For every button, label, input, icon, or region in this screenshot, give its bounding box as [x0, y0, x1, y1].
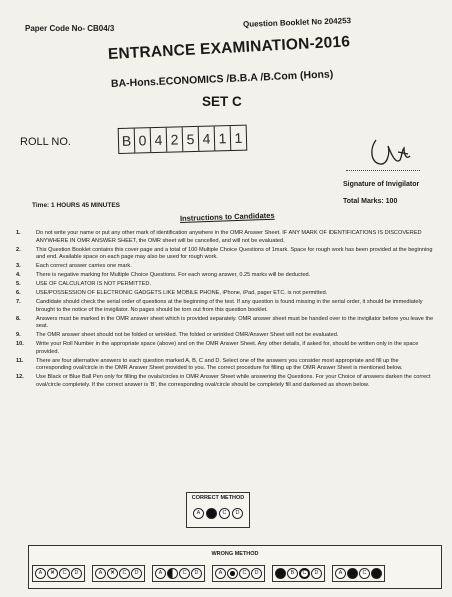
roll-digit-6: 4: [199, 126, 216, 150]
answer-bubble-d: D: [371, 568, 382, 579]
instruction-item: [14, 358, 434, 373]
answer-bubble-a: A: [35, 568, 46, 579]
instruction-text: Do not write your name or put any other mark of identification anywhere in the OMR Answer Sheet. IF ANY MARK OF IDENTIFICATIONS IS DISCOVERED ANYWHERE IN OMR ANSWER SHEET, the OMR sheet will be cancelled, and will not be evaluated.: [36, 230, 422, 244]
wrong-method-example: [152, 565, 205, 582]
instruction-text: Write your Roll Number in the appropriate space (above) and on the OMR Answer Sheet. Any other details, if asked for, should be written only in the space provided.: [36, 341, 419, 355]
exam-subtitle: BA-Hons.ECONOMICS /B.B.A /B.Com (Hons): [110, 68, 334, 90]
set-label: SET C: [202, 94, 242, 109]
roll-number-label: ROLL NO.: [20, 136, 71, 148]
wrong-method-label: WRONG METHOD: [211, 551, 259, 557]
instructions-heading: Instructions to Candidates: [179, 210, 275, 223]
instruction-number: 3.: [16, 263, 21, 270]
answer-bubble-b: [167, 568, 178, 579]
answer-bubble-d: D: [191, 568, 202, 579]
answer-bubble-c: C: [239, 568, 250, 579]
answer-bubble-a: A: [155, 568, 166, 579]
instruction-number: 11.: [16, 357, 24, 364]
roll-digit-5: 5: [183, 127, 200, 151]
wrong-method-example: [212, 565, 265, 582]
roll-digit-2: 0: [135, 128, 152, 152]
answer-bubble-c: C: [119, 568, 130, 579]
instruction-number: 8.: [16, 315, 21, 322]
instruction-item: [14, 281, 434, 289]
booklet-number: Question Booklet No 204253: [242, 16, 352, 29]
instruction-item: [14, 299, 434, 314]
wrong-method-example: [272, 565, 325, 582]
answer-bubble-b: ✕: [47, 568, 58, 579]
instruction-text: USE/POSSESSION OF ELECTRONIC GADGETS LIKE MOBILE PHONE, iPhone, iPad, pager ETC. is not permitted.: [36, 290, 328, 297]
answer-bubble-a: A: [193, 508, 204, 519]
instruction-text: There is negative marking for Multiple Choice Questions. For each wrong answer, 0.25 marks will be deducted.: [36, 272, 311, 279]
signature-label: Signature of Invigilator: [343, 181, 420, 188]
instruction-number: 6.: [16, 290, 21, 297]
roll-digit-3: 4: [151, 128, 168, 152]
answer-bubble-c: C: [179, 568, 190, 579]
wrong-method-examples: [32, 565, 385, 582]
instruction-number: 9.: [16, 332, 21, 339]
roll-digit-8: 1: [234, 129, 243, 146]
wrong-method-example: [332, 565, 385, 582]
instruction-text: Answers must be marked in the OMR answer sheet which is provided separately. OMR answer sheet must be handed over to the invigilator before you leave the seat.: [36, 315, 434, 330]
answer-bubble-b: B: [206, 508, 217, 519]
answer-bubble-d: D: [131, 568, 142, 579]
wrong-method-box: [28, 545, 442, 589]
instruction-number: 10.: [16, 341, 24, 348]
instruction-number: 2.: [16, 246, 21, 253]
answer-bubble-d: D: [251, 568, 262, 579]
instruction-text: Each correct answer carries one mark.: [36, 263, 132, 270]
instruction-text: Candidate should check the serial order of questions at the beginning of the test. If any question is found missing in the serial order, it should be immediately brought to the notice of the invigilator. No pages should be torn out from this question booklet.: [36, 299, 423, 313]
answer-bubble-c: C: [299, 568, 310, 579]
instruction-item: [14, 272, 434, 280]
instruction-item: [14, 263, 434, 271]
signature-line: [346, 170, 420, 171]
instruction-item: [14, 230, 434, 245]
instructions-list: [14, 230, 434, 391]
answer-bubble-d: D: [311, 568, 322, 579]
instruction-text: USE OF CALCULATOR IS NOT PERMITTED.: [36, 281, 151, 288]
instruction-item: [14, 374, 434, 389]
roll-number-boxes: [118, 125, 248, 154]
answer-bubble-a: A: [95, 568, 106, 579]
roll-digit-7: 1: [215, 126, 232, 150]
instruction-number: 12.: [16, 374, 24, 381]
correct-method-bubbles: [193, 508, 243, 519]
instruction-item: [14, 332, 434, 340]
wrong-method-example: [32, 565, 85, 582]
instruction-item: [14, 247, 434, 262]
answer-bubble-b: ✕: [107, 568, 118, 579]
answer-bubble-b: B: [347, 568, 358, 579]
answer-bubble-a: A: [335, 568, 346, 579]
answer-bubble-b: B: [287, 568, 298, 579]
answer-bubble-c: C: [59, 568, 70, 579]
answer-bubble-d: D: [232, 508, 243, 519]
wrong-method-example: [92, 565, 145, 582]
instruction-item: [14, 341, 434, 356]
instruction-item: [14, 316, 434, 331]
instruction-number: 7.: [16, 299, 21, 306]
invigilator-signature: [368, 134, 414, 175]
answer-bubble-c: C: [359, 568, 370, 579]
answer-bubble-c: C: [219, 508, 230, 519]
instruction-item: [14, 290, 434, 298]
instruction-text: The OMR answer sheet should not be folded or wrinkled. The folded or wrinkled OMR/Answer Sheet will not be evaluated.: [36, 332, 339, 339]
instruction-number: 5.: [16, 281, 21, 288]
instruction-text: This Question Booklet contains this cover page and a total of 100 Multiple Choice Questions of 1mark. Space for rough work has been provided at the beginning and end. Available space on each page may also be used for rough work.: [36, 246, 433, 261]
instruction-text: Use Black or Blue Ball Pen only for filling the ovals/circles in OMR Answer Sheet while answering the Questions. For your Choice of answers darken the correct oval/circle completely. If the correct answer is 'B', the corresponding oval/circle should be completely fill and darkened as shown below.: [36, 374, 431, 388]
instruction-text: There are four alternative answers to each question marked A, B, C and D. Select one of the answers you consider most appropriate and fill up the corresponding oval/circle in the OMR Answer Sheet provided to you. The correct procedure for filling up the OMR Answer Sheet is mentioned below.: [36, 357, 403, 372]
answer-bubble-d: D: [71, 568, 82, 579]
instruction-number: 4.: [16, 272, 21, 279]
exam-title: ENTRANCE EXAMINATION-2016: [107, 33, 351, 63]
instruction-number: 1.: [16, 230, 21, 236]
roll-digit-1: B: [119, 129, 136, 153]
paper-code: Paper Code No- CB04/3: [25, 24, 115, 33]
total-marks: Total Marks: 100: [343, 198, 398, 205]
correct-method-label: CORRECT METHOD: [191, 495, 245, 501]
time-allowed: Time: 1 HOURS 45 MINUTES: [32, 202, 121, 209]
correct-method-box: [186, 492, 250, 528]
answer-bubble-a: A: [215, 568, 226, 579]
answer-bubble-a: A: [275, 568, 286, 579]
roll-digit-4: 2: [167, 127, 184, 151]
answer-bubble-b: [227, 568, 238, 579]
